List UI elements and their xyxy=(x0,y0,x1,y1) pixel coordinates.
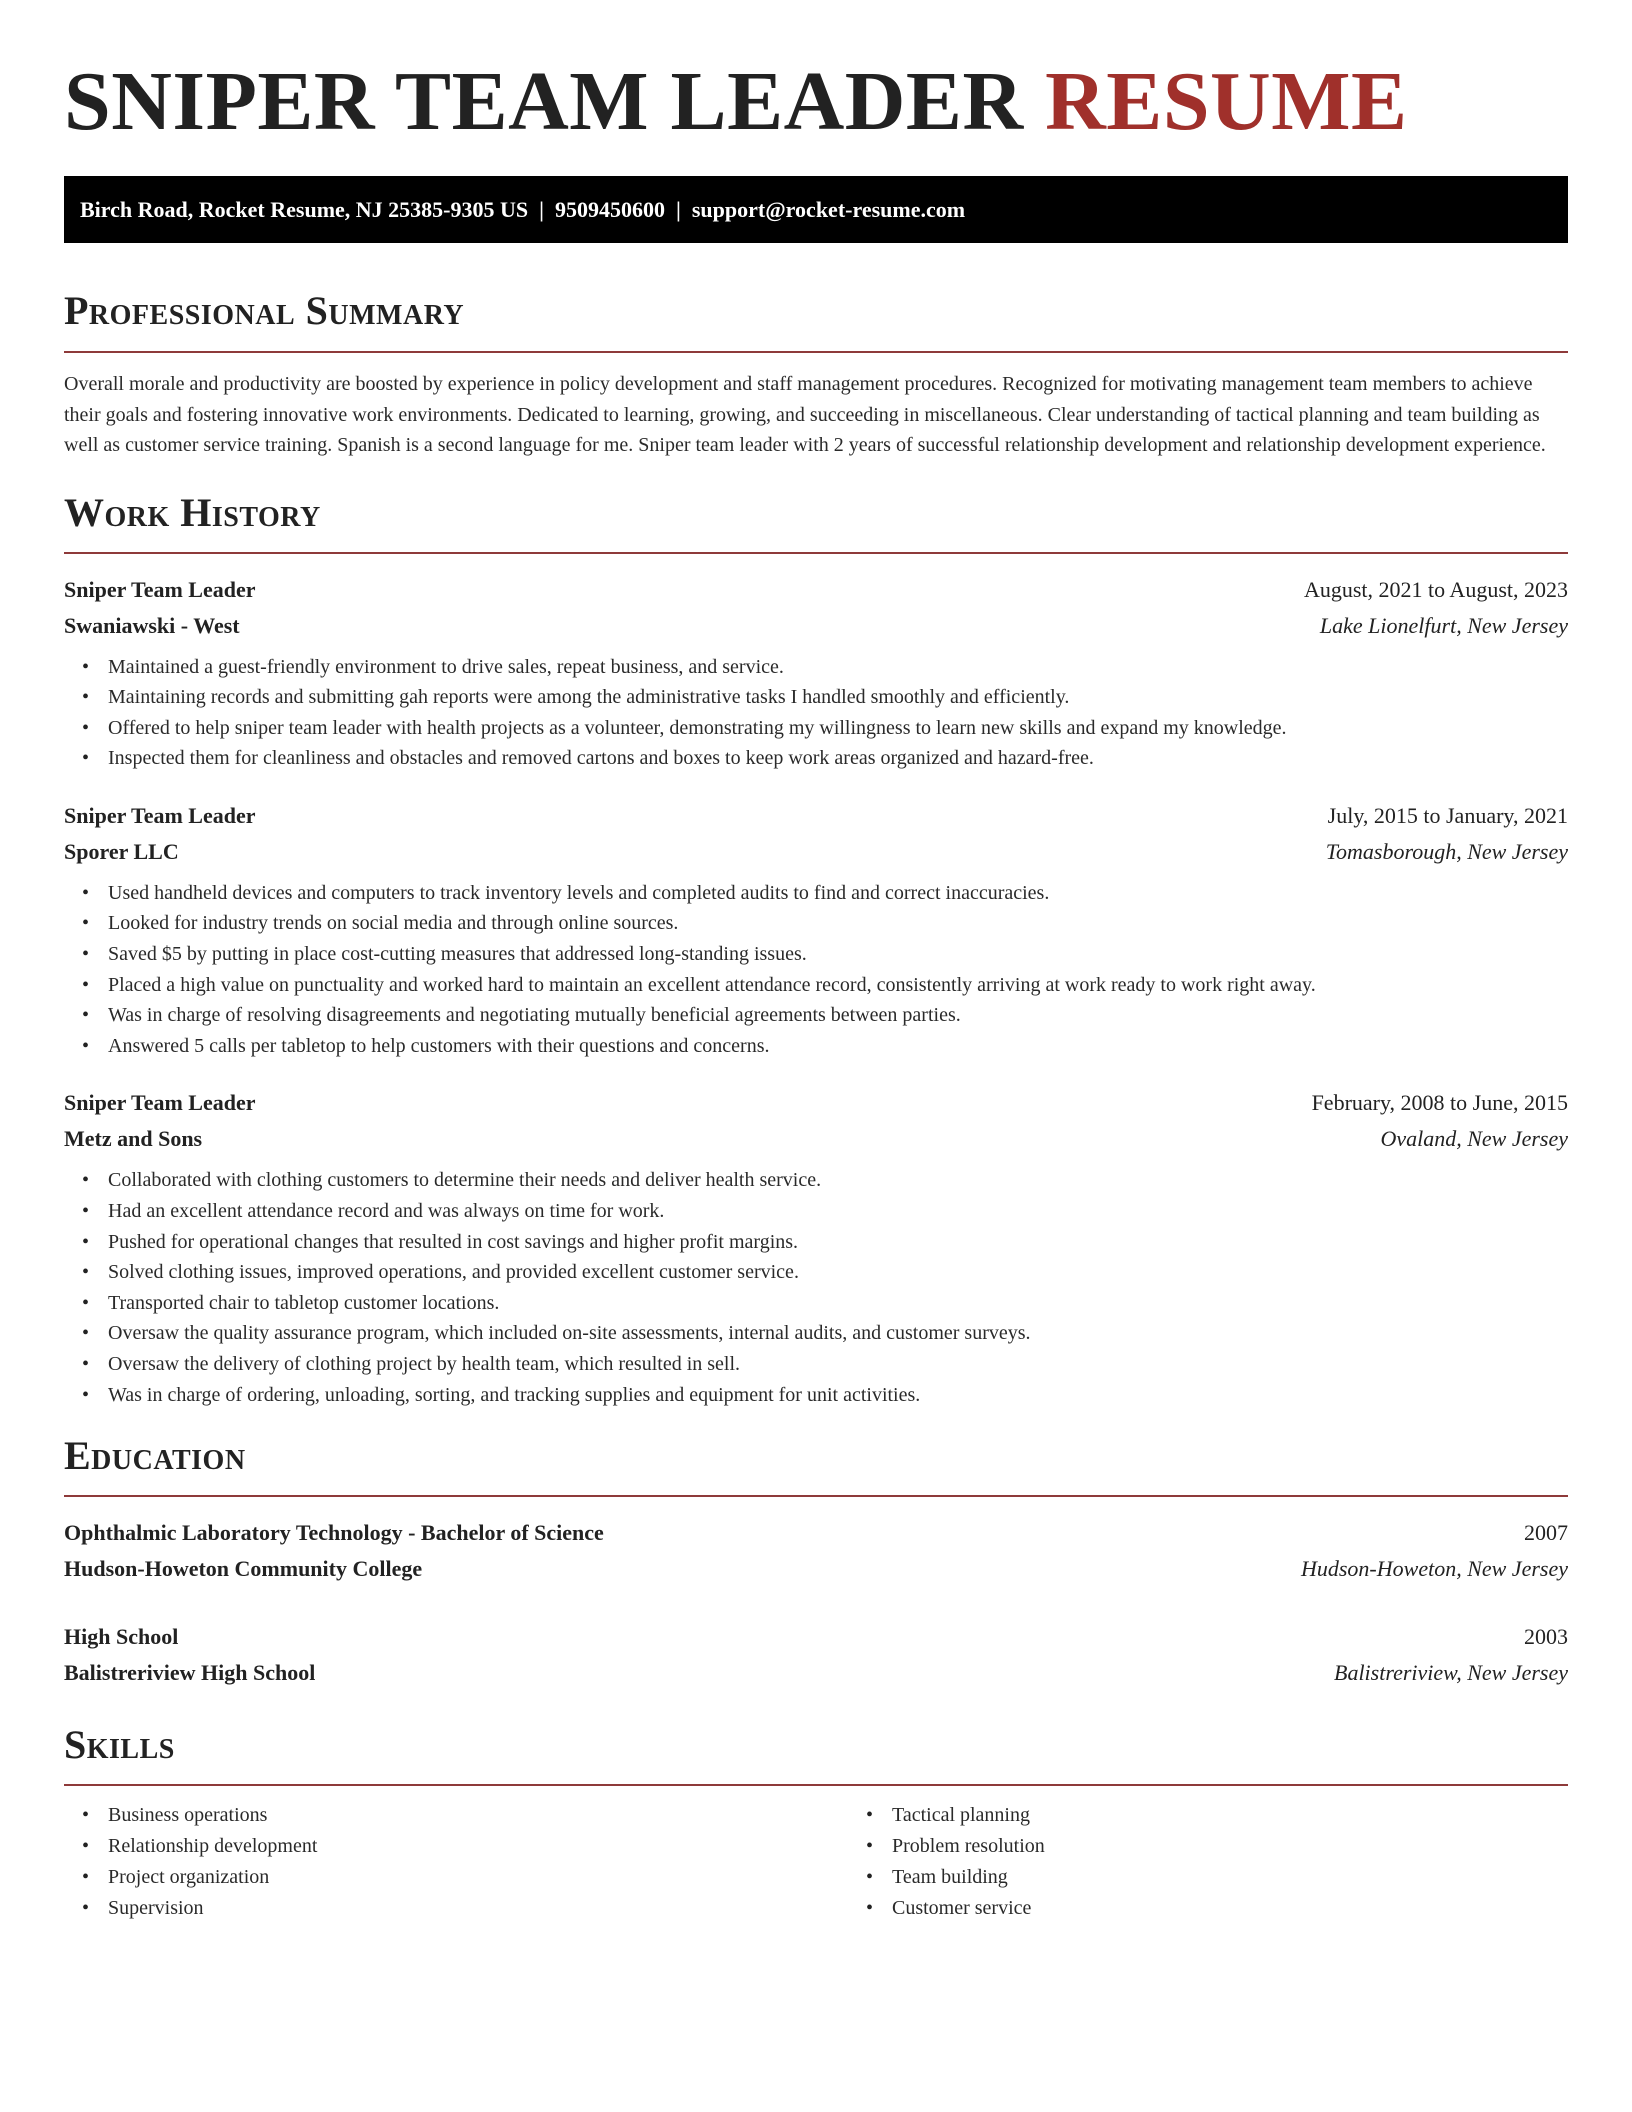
education-school: Balistreriview High School xyxy=(64,1660,316,1686)
section-divider xyxy=(64,552,1568,554)
job-subheader xyxy=(64,834,1568,870)
list-item: • Offered to help sniper team leader with health projects as a volunteer, demonstrating my willingness to learn new skills and expand my knowledge. xyxy=(108,713,1568,744)
section-divider xyxy=(64,1784,1568,1786)
skill-item: • Team building xyxy=(892,1862,1632,1893)
work-history-heading: Work History xyxy=(64,489,321,535)
skills-list-left xyxy=(64,1800,848,1924)
list-item: • Collaborated with clothing customers to determine their needs and deliver health service. xyxy=(108,1165,1568,1196)
education-header xyxy=(64,1619,1568,1655)
section-divider xyxy=(64,351,1568,353)
section-divider xyxy=(64,1495,1568,1497)
resume-title xyxy=(64,0,1568,148)
list-item: • Looked for industry trends on social media and through online sources. xyxy=(108,908,1568,939)
skill-item: • Tactical planning xyxy=(892,1800,1632,1831)
title-main: SNIPER TEAM LEADER xyxy=(64,55,1024,148)
skill-item: • Business operations xyxy=(108,1800,848,1831)
list-item: • Answered 5 calls per tabletop to help customers with their questions and concerns. xyxy=(108,1031,1568,1062)
job-subheader xyxy=(64,608,1568,644)
job-entry xyxy=(64,572,1568,774)
list-item: • Oversaw the delivery of clothing project by health team, which resulted in sell. xyxy=(108,1349,1568,1380)
job-title: Sniper Team Leader xyxy=(64,576,256,602)
list-item: • Pushed for operational changes that resulted in cost savings and higher profit margins. xyxy=(108,1227,1568,1258)
education-heading: Education xyxy=(64,1433,246,1479)
job-entry xyxy=(64,798,1568,1062)
education-location: Balistreriview, New Jersey xyxy=(1334,1660,1568,1686)
education-entry xyxy=(64,1619,1568,1691)
skill-item: • Relationship development xyxy=(108,1831,848,1862)
contact-bar xyxy=(64,176,1568,243)
job-header xyxy=(64,572,1568,608)
list-item: • Inspected them for cleanliness and obstacles and removed cartons and boxes to keep work areas organized and hazard-free. xyxy=(108,743,1568,774)
education-location: Hudson-Howeton, New Jersey xyxy=(1300,1556,1568,1582)
list-item: • Placed a high value on punctuality and worked hard to maintain an excellent attendance record, consistently arriving at work ready to work right away. xyxy=(108,970,1568,1001)
job-location: Lake Lionelfurt, New Jersey xyxy=(1319,612,1568,638)
job-bullets xyxy=(64,652,1568,774)
list-item: • Had an excellent attendance record and was always on time for work. xyxy=(108,1196,1568,1227)
education-entry xyxy=(64,1515,1568,1587)
education-section xyxy=(64,1432,1568,1691)
skills-columns xyxy=(64,1800,1568,1924)
job-bullets xyxy=(64,1165,1568,1410)
job-header xyxy=(64,798,1568,834)
list-item: • Was in charge of ordering, unloading, sorting, and tracking supplies and equipment for unit activities. xyxy=(108,1380,1568,1411)
list-item: • Saved $5 by putting in place cost-cutting measures that addressed long-standing issues. xyxy=(108,939,1568,970)
resume-page xyxy=(64,0,1568,1924)
list-item: • Oversaw the quality assurance program, which included on-site assessments, internal audits, and customer surveys. xyxy=(108,1318,1568,1349)
skills-section xyxy=(64,1721,1568,1924)
skill-item: • Problem resolution xyxy=(892,1831,1632,1862)
job-bullets xyxy=(64,878,1568,1062)
education-degree: Ophthalmic Laboratory Technology - Bachelor of Science xyxy=(64,1520,604,1546)
summary-heading: Professional Summary xyxy=(64,288,465,333)
contact-separator: | xyxy=(539,197,544,222)
job-company: Sporer LLC xyxy=(64,838,179,864)
summary-text: Overall morale and productivity are boosted by experience in policy development and staff management procedures. Recognized for motivating management team members to achieve their goals and fostering innovative work environments. Dedicated to learning, growing, and succeeding in miscellaneous. Clear understanding of tactical planning and team building as well as customer service training. Spanish is a second language for me. Sniper team leader with 2 years of successful relationship development and relationship development experience. xyxy=(64,373,1546,456)
job-entry xyxy=(64,1085,1568,1410)
contact-address: Birch Road, Rocket Resume, NJ 25385-9305 US xyxy=(80,197,529,222)
job-header xyxy=(64,1085,1568,1121)
skill-item: • Supervision xyxy=(108,1893,848,1924)
work-history-section xyxy=(64,489,1568,1411)
job-subheader xyxy=(64,1121,1568,1157)
list-item: • Transported chair to tabletop customer locations. xyxy=(108,1288,1568,1319)
job-title: Sniper Team Leader xyxy=(64,802,256,828)
education-subheader xyxy=(64,1551,1568,1587)
education-subheader xyxy=(64,1655,1568,1691)
education-school: Hudson-Howeton Community College xyxy=(64,1556,423,1582)
skill-item: • Customer service xyxy=(892,1893,1632,1924)
list-item: • Used handheld devices and computers to track inventory levels and completed audits to find and correct inaccuracies. xyxy=(108,878,1568,909)
skills-list-right xyxy=(848,1800,1632,1924)
education-year: 2003 xyxy=(1524,1624,1568,1650)
education-year: 2007 xyxy=(1524,1520,1568,1546)
education-header xyxy=(64,1515,1568,1551)
title-accent: RESUME xyxy=(1045,55,1408,148)
job-company: Metz and Sons xyxy=(64,1126,203,1152)
job-location: Tomasborough, New Jersey xyxy=(1325,838,1568,864)
contact-phone: 9509450600 xyxy=(555,197,665,222)
job-dates: February, 2008 to June, 2015 xyxy=(1311,1090,1568,1116)
job-company: Swaniawski - West xyxy=(64,612,240,638)
list-item: • Maintained a guest-friendly environment to drive sales, repeat business, and service. xyxy=(108,652,1568,683)
skill-item: • Project organization xyxy=(108,1862,848,1893)
list-item: • Was in charge of resolving disagreements and negotiating mutually beneficial agreements between parties. xyxy=(108,1000,1568,1031)
list-item: • Solved clothing issues, improved operations, and provided excellent customer service. xyxy=(108,1257,1568,1288)
contact-email: support@rocket-resume.com xyxy=(691,197,966,222)
job-location: Ovaland, New Jersey xyxy=(1380,1126,1568,1152)
contact-separator: | xyxy=(676,197,681,222)
skills-heading: Skills xyxy=(64,1722,175,1768)
job-dates: August, 2021 to August, 2023 xyxy=(1303,576,1568,602)
summary-section xyxy=(64,287,1568,461)
list-item: • Maintaining records and submitting gah reports were among the administrative tasks I handled smoothly and efficiently. xyxy=(108,682,1568,713)
education-degree: High School xyxy=(64,1624,179,1650)
job-dates: July, 2015 to January, 2021 xyxy=(1327,802,1568,828)
job-title: Sniper Team Leader xyxy=(64,1090,256,1116)
